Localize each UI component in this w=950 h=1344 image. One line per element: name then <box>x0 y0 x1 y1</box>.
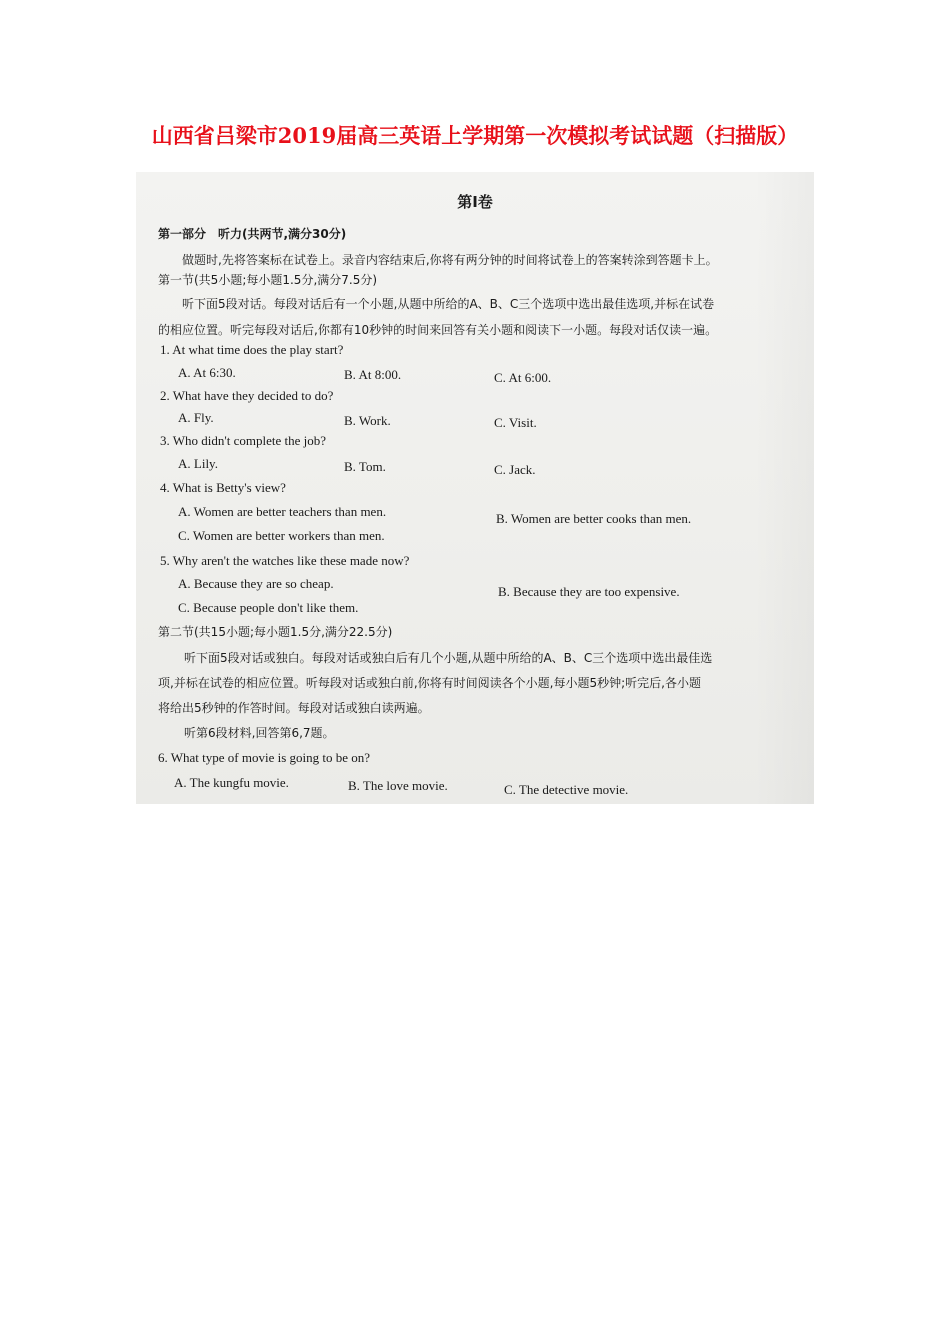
part1-instruction: 做题时,先将答案标在试卷上。录音内容结束后,你将有两分钟的时间将试卷上的答案转涂到答题卡上。 <box>182 253 718 267</box>
q3-stem: 3. Who didn't complete the job? <box>160 433 327 448</box>
q5-option-c: C. Because people don't like them. <box>178 600 359 615</box>
q4-option-a: A. Women are better teachers than men. <box>178 504 387 519</box>
q6-stem: 6. What type of movie is going to be on? <box>158 750 371 765</box>
section2-instruction-line1: 听下面5段对话或独白。每段对话或独白后有几个小题,从题中所给的A、B、C三个选项中选出最佳选 <box>184 651 713 665</box>
q1-stem: 1. At what time does the play start? <box>160 342 344 357</box>
section2-instruction-line3: 将给出5秒钟的作答时间。每段对话或独白读两遍。 <box>158 701 430 715</box>
q6-option-a: A. The kungfu movie. <box>174 775 289 790</box>
section2-heading: 第二节(共15小题;每小题1.5分,满分22.5分) <box>158 625 393 639</box>
section1-instruction-line1: 听下面5段对话。每段对话后有一个小题,从题中所给的A、B、C三个选项中选出最佳选项,并标在试卷 <box>182 297 715 311</box>
q3-option-c: C. Jack. <box>494 462 536 477</box>
q1-option-b: B. At 8:00. <box>344 367 402 382</box>
q2-option-c: C. Visit. <box>494 415 537 430</box>
section1-heading: 第一节(共5小题;每小题1.5分,满分7.5分) <box>158 273 378 287</box>
q5-option-b: B. Because they are too expensive. <box>498 584 680 599</box>
q6-option-b: B. The love movie. <box>348 778 448 793</box>
section2-instruction-line2: 项,并标在试卷的相应位置。听每段对话或独白前,你将有时间阅读各个小题,每小题5秒钟;听完后,各小题 <box>158 676 701 690</box>
q1-option-c: C. At 6:00. <box>494 370 552 385</box>
q4-stem: 4. What is Betty's view? <box>160 480 286 495</box>
part1-heading: 第一部分 听力(共两节,满分30分) <box>158 227 347 241</box>
document-title: 山西省吕梁市2019届高三英语上学期第一次模拟考试试题（扫描版） <box>151 123 799 148</box>
material-6-instruction: 听第6段材料,回答第6,7题。 <box>184 726 335 740</box>
scanned-exam-page <box>136 172 814 804</box>
q3-option-a: A. Lily. <box>178 456 218 471</box>
q2-option-a: A. Fly. <box>178 410 214 425</box>
q1-option-a: A. At 6:30. <box>178 365 236 380</box>
volume-heading: 第Ⅰ卷 <box>457 193 493 211</box>
q5-stem: 5. Why aren't the watches like these made now? <box>160 553 410 568</box>
q4-option-c: C. Women are better workers than men. <box>178 528 385 543</box>
section1-instruction-line2: 的相应位置。听完每段对话后,你都有10秒钟的时间来回答有关小题和阅读下一小题。每段对话仅读一遍。 <box>158 323 718 337</box>
q3-option-b: B. Tom. <box>344 459 386 474</box>
q6-option-c: C. The detective movie. <box>504 782 629 797</box>
q5-option-a: A. Because they are so cheap. <box>178 576 334 591</box>
q2-option-b: B. Work. <box>344 413 391 428</box>
q4-option-b: B. Women are better cooks than men. <box>496 511 692 526</box>
q2-stem: 2. What have they decided to do? <box>160 388 334 403</box>
